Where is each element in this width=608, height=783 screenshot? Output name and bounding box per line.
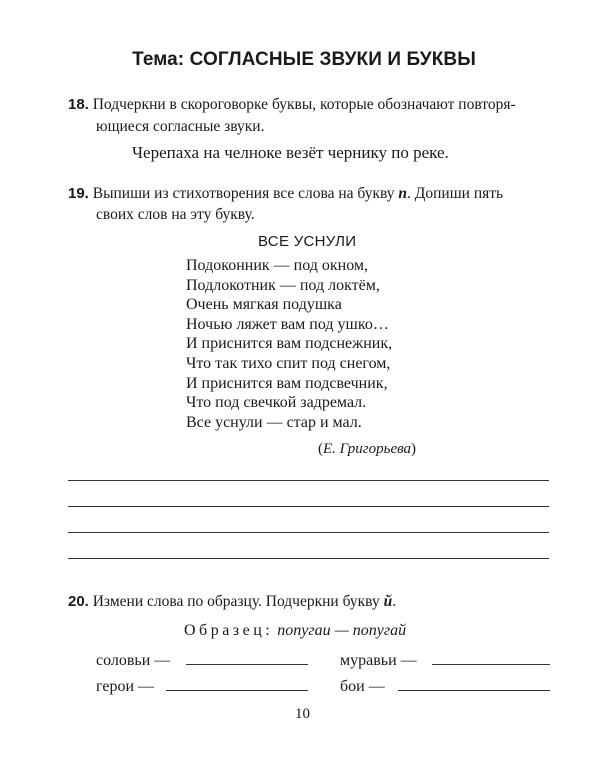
sample [184,622,406,640]
exercise-word: муравьи — [340,652,417,669]
task-18-line2: ющиеся согласные звуки. [96,118,265,135]
answer-line[interactable] [68,532,549,533]
tongue-twister: Черепаха на челноке везёт чернику по реке. [132,143,449,162]
poem-line: Что так тихо спит под снегом, [186,354,391,372]
answer-blank[interactable] [186,664,308,665]
task-letter: п [398,185,408,202]
answer-line[interactable] [68,480,549,481]
author-name: Е. Григорьева [323,441,412,457]
poem [186,256,392,432]
poem-author: (Е. Григорьева) [318,441,417,457]
task-19 [68,183,503,205]
page-number: 10 [295,706,310,722]
task-18 [68,94,516,116]
task-19-line2: своих слов на эту букву. [96,206,255,223]
poem-line: И приснится вам подснежник, [186,335,393,353]
poem-line: Все уснули — стар и мал. [186,413,362,431]
task-text-end: . [392,593,397,610]
task-20 [68,591,396,613]
sample-label: Образец: [184,622,274,639]
exercise-word: бои — [340,678,385,695]
poem-line: Подлокотник — под локтём, [186,276,380,294]
answer-line[interactable] [68,558,549,559]
answer-blank[interactable] [432,664,550,665]
page-title: Тема: СОГЛАСНЫЕ ЗВУКИ И БУКВЫ [132,49,476,70]
task-number: 19. [68,185,89,202]
poem-title: ВСЕ УСНУЛИ [258,233,357,250]
task-text: Выпиши из стихотворения все слова на букву [92,185,399,202]
poem-line: И приснится вам подсвечник, [186,374,388,392]
answer-blank[interactable] [398,690,550,691]
answer-line[interactable] [68,506,549,507]
poem-line: Подоконник — под окном, [186,257,369,274]
poem-line: Что под свечкой задремал. [186,394,367,412]
task-letter: й [383,593,393,610]
answer-blank[interactable] [166,690,308,691]
task-number: 18. [68,96,89,113]
sample-value: попугаи — попугай [277,622,407,639]
poem-line: Ночью ляжет вам под ушко… [186,315,389,333]
poem-line: Очень мягкая подушка [186,296,342,314]
task-text: Измени слова по образцу. Подчеркни букву [92,593,384,610]
task-text-end: . Допиши пять [407,185,504,202]
task-number: 20. [68,593,89,610]
exercise-word: соловьи — [96,652,171,669]
task-text: Подчеркни в скороговорке буквы, которые обозначают повторя- [92,96,516,113]
exercise-word: герои — [96,678,155,695]
